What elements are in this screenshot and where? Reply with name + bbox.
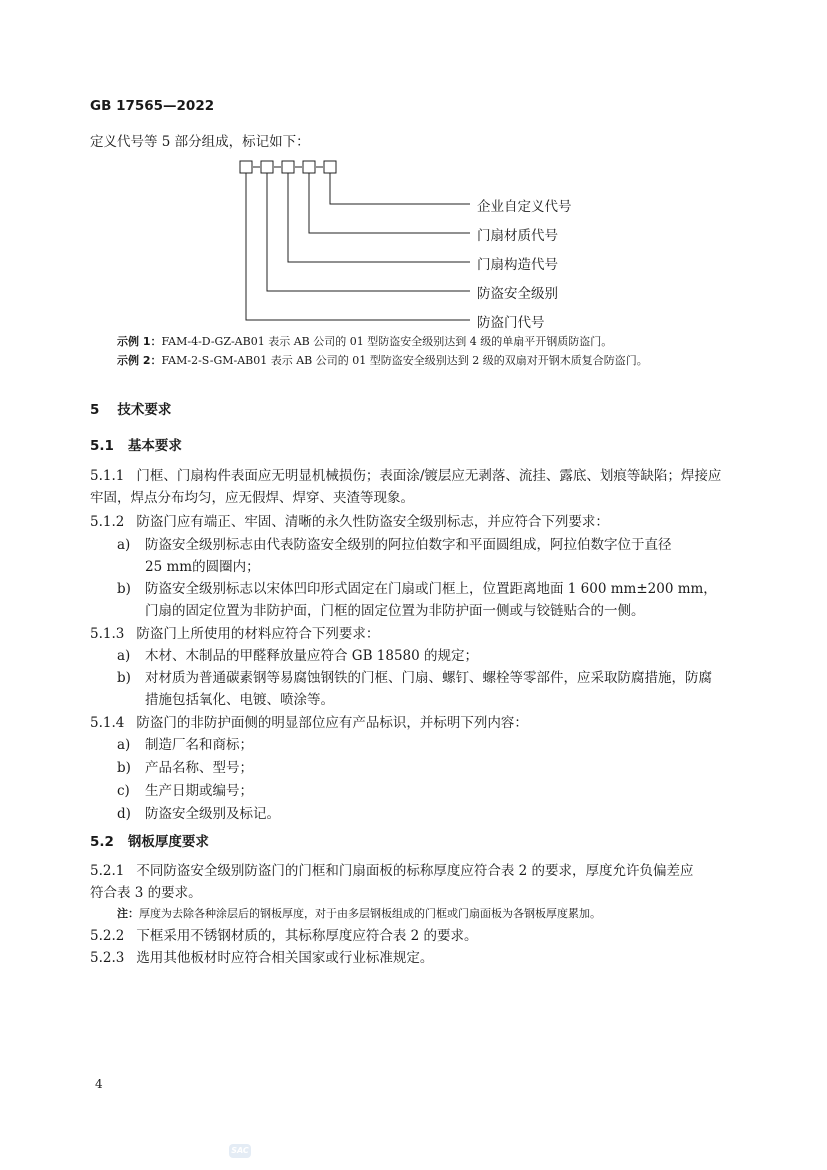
- code-box-3: [282, 161, 294, 173]
- diagram-label-leaf-material: 门扇材质代号: [477, 228, 558, 244]
- clause-5-2-1: 5.2.1 不同防盗安全级别防盗门的门框和门扇面板的标称厚度应符合表 2 的要求，厚度允许负偏差应: [90, 863, 694, 879]
- clause-5-1-4-c: c) 生产日期或编号；: [117, 783, 253, 799]
- clause-number: 5.2.1: [90, 863, 125, 879]
- clause-number: 5.1.2: [90, 514, 125, 530]
- clause-number: 5.2.2: [90, 928, 125, 944]
- leader-line-3: [288, 173, 470, 262]
- leader-line-4: [267, 173, 470, 291]
- clause-number: 5.1.3: [90, 626, 125, 642]
- clause-5-1-3-a: a) 木材、木制品的甲醛释放量应符合 GB 18580 的规定；: [117, 648, 479, 664]
- leader-line-5: [246, 173, 470, 320]
- clause-5-1-4-d: d) 防盗安全级别及标记。: [117, 806, 280, 822]
- diagram-label-security-grade: 防盗安全级别: [477, 286, 558, 302]
- page-number: 4: [95, 1077, 103, 1091]
- clause-5-1-1-cont: 牢固，焊点分布均匀，应无假焊、焊穿、夹渣等现象。: [90, 490, 414, 506]
- clause-5-2-3: 5.2.3 选用其他板材时应符合相关国家或行业标准规定。: [90, 950, 434, 966]
- intro-text: 定义代号等 5 部分组成，标记如下：: [90, 134, 310, 150]
- code-box-4: [303, 161, 315, 173]
- example-1: 示例 1：FAM-4-D-GZ-AB01 表示 AB 公司的 01 型防盗安全级别达到 4 级的单扇平开钢质防盗门。: [117, 335, 613, 348]
- clause-number: 5.2.3: [90, 950, 125, 966]
- clause-5-1-3-b: b) 对材质为普通碳素钢等易腐蚀钢铁的门框、门扇、螺钉、螺栓等零部件，应采取防腐措施，防腐: [117, 670, 712, 686]
- code-box-1: [240, 161, 252, 173]
- diagram-label-door-code: 防盗门代号: [477, 315, 545, 331]
- clause-5-1-3-b-cont: 措施包括氧化、电镀、喷涂等。: [145, 692, 334, 708]
- clause-5-1-4: 5.1.4 防盗门的非防护面侧的明显部位应有产品标识，并标明下列内容：: [90, 715, 528, 731]
- note: 注：厚度为去除各种涂层后的钢板厚度，对于由多层钢板组成的门框或门扇面板为各钢板厚度累加。: [117, 907, 601, 920]
- diagram-label-leaf-structure: 门扇构造代号: [477, 257, 558, 273]
- clause-5-1-4-a: a) 制造厂名和商标；: [117, 737, 253, 753]
- code-box-5: [324, 161, 336, 173]
- standard-code: GB 17565—2022: [90, 98, 215, 114]
- clause-5-1-2-a-cont: 25 mm的圆圈内；: [145, 559, 260, 575]
- clause-5-1-3: 5.1.3 防盗门上所使用的材料应符合下列要求：: [90, 626, 380, 642]
- clause-5-1-2: 5.1.2 防盗门应有端正、牢固、清晰的永久性防盗安全级别标志，并应符合下列要求：: [90, 514, 609, 530]
- clause-5-1-2-a: a) 防盗安全级别标志由代表防盗安全级别的阿拉伯数字和平面圆组成，阿拉伯数字位于直径: [117, 537, 672, 553]
- code-box-2: [261, 161, 273, 173]
- clause-5-1-2-b: b) 防盗安全级别标志以宋体凹印形式固定在门扇或门框上，位置距离地面 1 600 mm±200 mm，: [117, 581, 717, 597]
- section-5-heading: 5 技术要求: [90, 402, 172, 418]
- leader-line-1: [330, 173, 470, 204]
- marking-diagram-lines: [230, 155, 590, 335]
- leader-line-2: [309, 173, 470, 233]
- clause-5-2-2: 5.2.2 下框采用不锈钢材质的，其标称厚度应符合表 2 的要求。: [90, 928, 478, 944]
- clause-number: 5.1.1: [90, 468, 125, 484]
- clause-number: 5.1.4: [90, 715, 125, 731]
- diagram-label-enterprise-code: 企业自定义代号: [477, 199, 572, 215]
- sac-watermark-logo: SAC: [229, 1144, 251, 1158]
- section-5-1-heading: 5.1 基本要求: [90, 438, 182, 454]
- clause-5-1-2-b-cont: 门扇的固定位置为非防护面，门框的固定位置为非防护面一侧或与铰链贴合的一侧。: [145, 603, 645, 619]
- clause-5-1-4-b: b) 产品名称、型号；: [117, 760, 253, 776]
- clause-5-2-1-cont: 符合表 3 的要求。: [90, 885, 202, 901]
- section-5-2-heading: 5.2 钢板厚度要求: [90, 834, 209, 850]
- example-2: 示例 2：FAM-2-S-GM-AB01 表示 AB 公司的 01 型防盗安全级别达到 2 级的双扇对开钢木质复合防盗门。: [117, 354, 648, 367]
- clause-5-1-1: 5.1.1 门框、门扇构件表面应无明显机械损伤；表面涂/镀层应无剥落、流挂、露底、划痕等缺陷；焊接应: [90, 468, 722, 484]
